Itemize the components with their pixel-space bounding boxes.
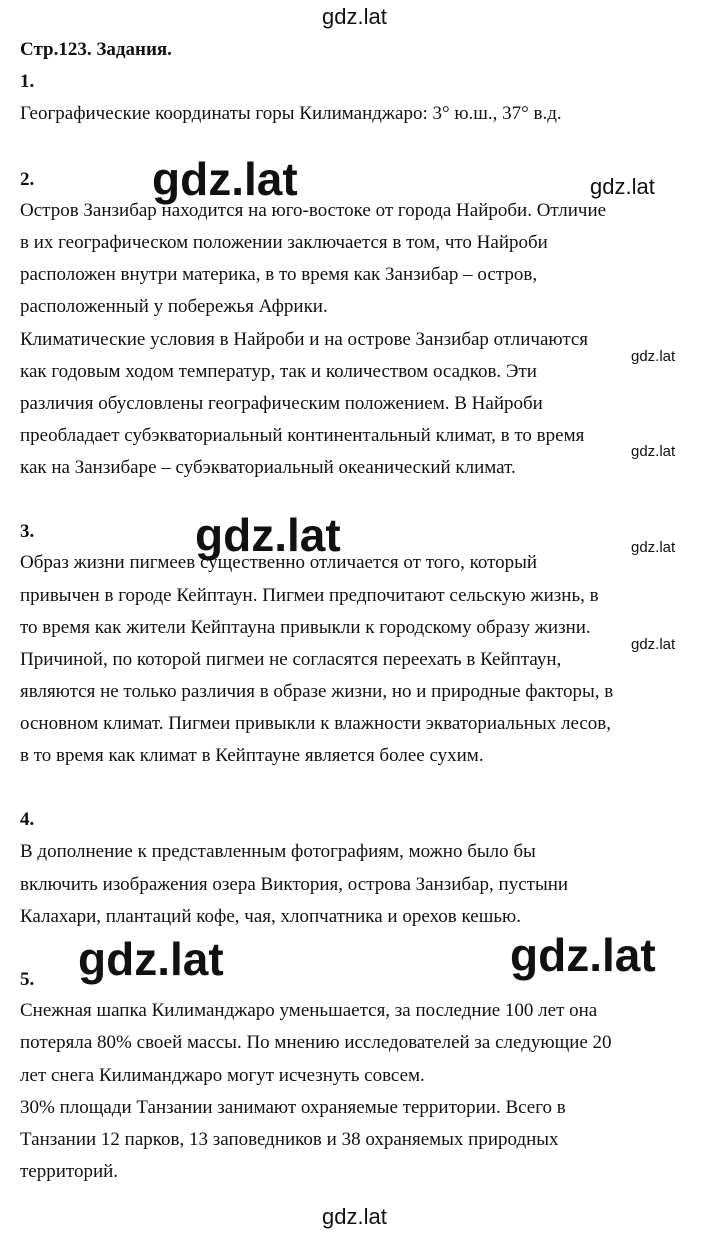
task-line: 30% площади Танзании занимают охраняемые территории. Всего в (20, 1097, 566, 1118)
task-number: 4. (20, 809, 35, 830)
task-line: в то время как климат в Кейптауне является более сухим. (20, 745, 484, 766)
task-line: в их географическом положении заключается в том, что Найроби (20, 232, 548, 253)
task-number: 2. (20, 169, 35, 190)
task-line: лет снега Килиманджаро могут исчезнуть совсем. (20, 1065, 425, 1086)
task-line: Снежная шапка Килиманджаро уменьшается, за последние 100 лет она (20, 1000, 598, 1021)
task-line: Географические координаты горы Килиманджаро: 3° ю.ш., 37° в.д. (20, 103, 562, 124)
watermark-big-2: gdz.lat (195, 509, 341, 561)
task-line: то время как жители Кейптауна привыкли к городскому образу жизни. (20, 617, 591, 638)
task-line: Калахари, плантаций кофе, чая, хлопчатника и орехов кешью. (20, 906, 521, 927)
watermark-small-2: gdz.lat (631, 348, 676, 365)
watermark-small-4: gdz.lat (631, 539, 676, 556)
watermark-bottom: gdz.lat (322, 1204, 387, 1229)
task-line: как годовым ходом температур, так и количеством осадков. Эти (20, 361, 537, 382)
task-line: расположенный у побережья Африки. (20, 296, 328, 317)
task-line: В дополнение к представленным фотографиям, можно было бы (20, 841, 536, 862)
task-line: основном климат. Пигмеи привыкли к влажности экваториальных лесов, (20, 713, 612, 734)
task-line: Климатические условия в Найроби и на острове Занзибар отличаются (20, 329, 589, 350)
task-line: потеряла 80% своей массы. По мнению исследователей за следующие 20 (20, 1032, 612, 1053)
task-line: включить изображения озера Виктория, острова Занзибар, пустыни (20, 874, 569, 895)
task-line: как на Занзибаре – субэкваториальный океанический климат. (20, 457, 516, 478)
task-line: привычен в городе Кейптаун. Пигмеи предпочитают сельскую жизнь, в (20, 585, 599, 606)
task-line: Остров Занзибар находится на юго-востоке от города Найроби. Отличие (20, 200, 607, 221)
task-line: Образ жизни пигмеев существенно отличается от того, который (20, 552, 538, 573)
task-line: территорий. (20, 1161, 119, 1182)
task-line: преобладает субэкваториальный континентальный климат, в то время (20, 425, 585, 446)
task-number: 3. (20, 521, 35, 542)
watermark-small-1: gdz.lat (590, 174, 655, 199)
task-number: 5. (20, 969, 35, 990)
watermark-small-3: gdz.lat (631, 443, 676, 460)
watermark-big-1: gdz.lat (152, 153, 298, 205)
watermark-big-4: gdz.lat (510, 929, 656, 981)
watermark-big-3: gdz.lat (78, 933, 224, 985)
task-number: 1. (20, 71, 35, 92)
task-line: являются не только различия в образе жизни, но и природные факторы, в (20, 681, 614, 702)
watermark-top: gdz.lat (322, 4, 387, 29)
task-line: Причиной, по которой пигмеи не согласятся переехать в Кейптаун, (20, 649, 562, 670)
watermark-small-5: gdz.lat (631, 636, 676, 653)
task-line: Танзании 12 парков, 13 заповедников и 38 охраняемых природных (20, 1129, 559, 1150)
task-line: расположен внутри материка, в то время как Занзибар – остров, (20, 264, 538, 285)
task-line: различия обусловлены географическим положением. В Найроби (20, 393, 543, 414)
page-heading: Стр.123. Задания. (20, 39, 172, 60)
